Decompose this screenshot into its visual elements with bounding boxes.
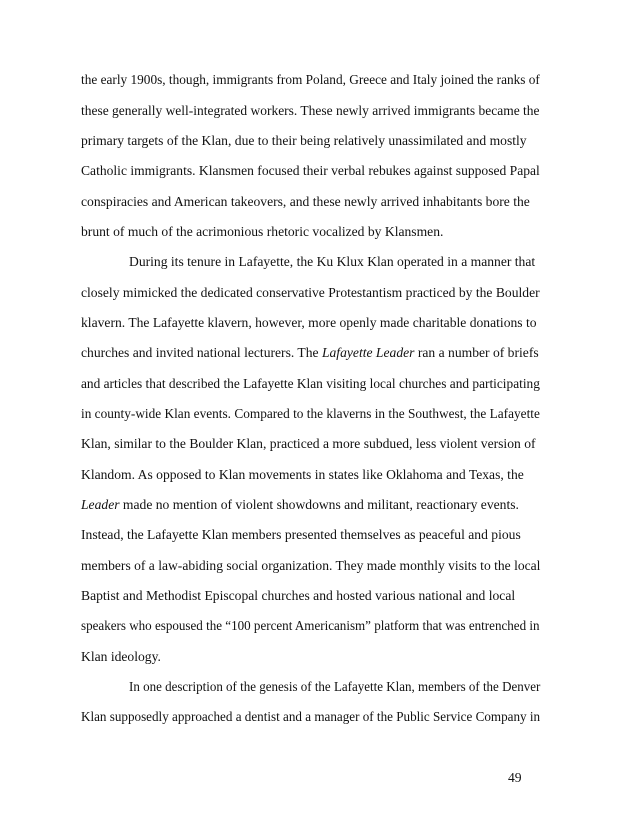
text-line-paragraph-start: In one description of the genesis of the Lafayette Klan, members of the Denver: [129, 679, 541, 694]
text-line: [81, 345, 539, 361]
text-line: closely mimicked the dedicated conservative Protestantism practiced by the Boulder: [81, 285, 540, 300]
italic-title: Leader: [81, 497, 120, 512]
text-line: Klan, similar to the Boulder Klan, practiced a more subdued, less violent version of: [81, 436, 536, 451]
text-line: Instead, the Lafayette Klan members presented themselves as peaceful and pious: [81, 527, 521, 542]
text-line: and articles that described the Lafayette Klan visiting local churches and participating: [81, 376, 540, 391]
text-segment: made no mention of violent showdowns and militant, reactionary events.: [119, 497, 519, 512]
text-line: members of a law-abiding social organization. They made monthly visits to the local: [81, 558, 541, 573]
text-line: primary targets of the Klan, due to their being relatively unassimilated and mostly: [81, 133, 527, 148]
text-line: Baptist and Methodist Episcopal churches and hosted various national and local: [81, 588, 516, 603]
text-line: Klan supposedly approached a dentist and a manager of the Public Service Company in: [81, 709, 541, 724]
text-segment: churches and invited national lecturers. The: [81, 345, 322, 360]
text-line: conspiracies and American takeovers, and these newly arrived inhabitants bore the: [81, 194, 530, 209]
text-segment: ran a number of briefs: [414, 345, 539, 360]
text-line: speakers who espoused the “100 percent Americanism” platform that was entrenched in: [81, 618, 540, 633]
text-line: klavern. The Lafayette klavern, however, more openly made charitable donations to: [81, 315, 537, 330]
text-line: brunt of much of the acrimonious rhetoric vocalized by Klansmen.: [81, 224, 444, 239]
text-line: [81, 497, 519, 513]
text-line: these generally well-integrated workers. These newly arrived immigrants became the: [81, 103, 540, 118]
text-line: Klandom. As opposed to Klan movements in states like Oklahoma and Texas, the: [81, 467, 524, 482]
text-line: the early 1900s, though, immigrants from Poland, Greece and Italy joined the ranks of: [81, 72, 540, 87]
page-number: 49: [508, 770, 522, 785]
text-line: Klan ideology.: [81, 649, 161, 664]
italic-title: Lafayette Leader: [321, 345, 415, 360]
text-line: in county-wide Klan events. Compared to the klaverns in the Southwest, the Lafayette: [81, 406, 540, 421]
text-line-paragraph-start: During its tenure in Lafayette, the Ku Klux Klan operated in a manner that: [129, 254, 536, 269]
text-line: Catholic immigrants. Klansmen focused their verbal rebukes against supposed Papal: [81, 163, 540, 178]
